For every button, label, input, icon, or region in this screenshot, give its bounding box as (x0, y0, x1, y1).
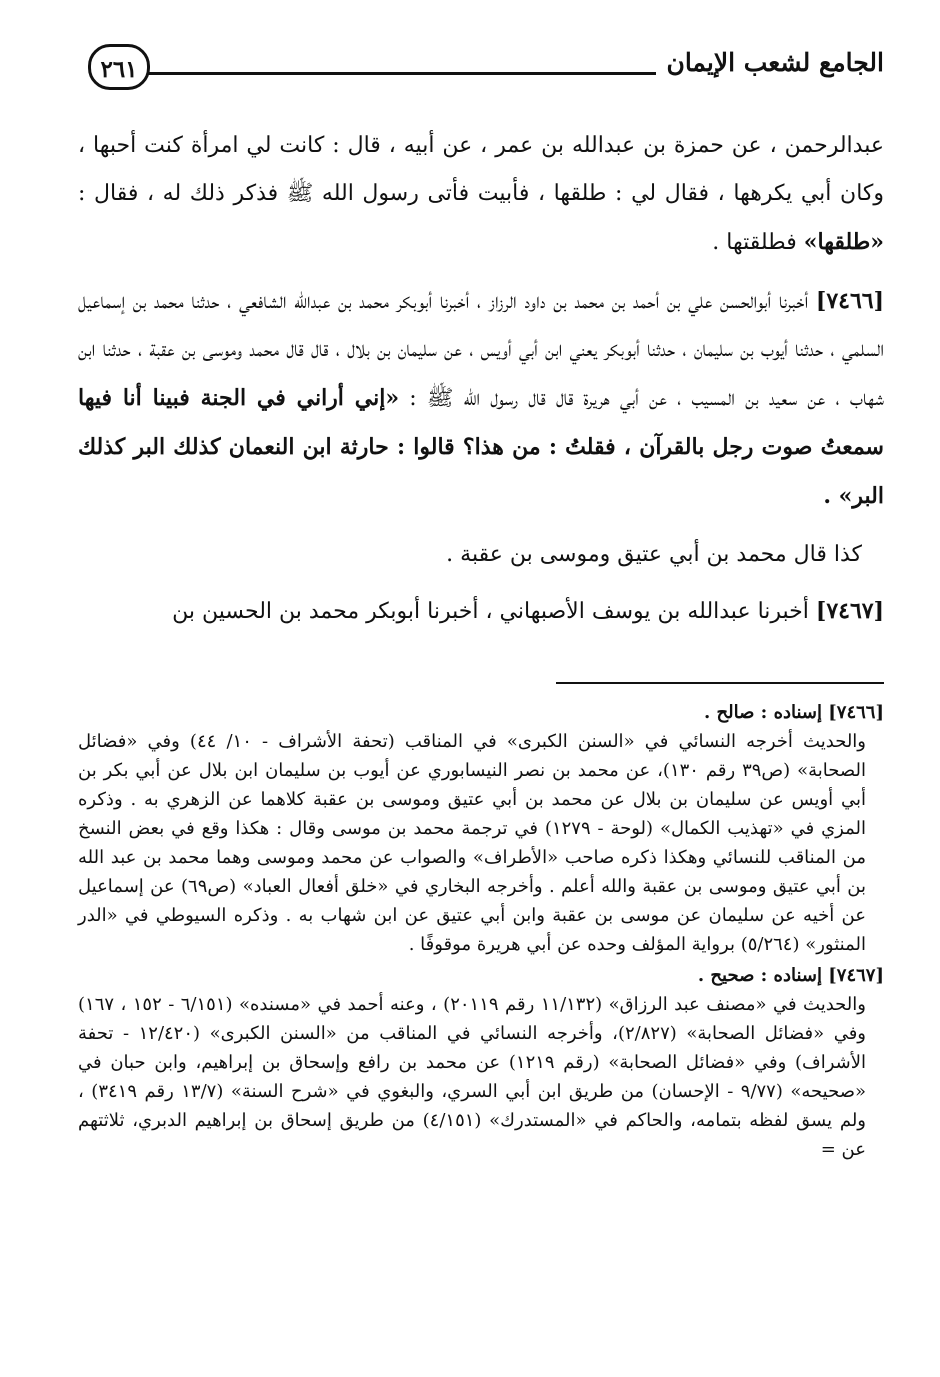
book-title: الجامع لشعب الإيمان (666, 48, 884, 77)
paragraph-continued (78, 122, 884, 267)
hadith-isnad: أخبرنا عبدالله بن يوسف الأصبهاني ، أخبرنا أبوبكر محمد بن الحسين بن (172, 599, 816, 624)
footnote-separator (556, 682, 884, 684)
hadith-7467 (78, 587, 884, 636)
main-text (78, 122, 884, 636)
hadith-number: [٧٤٦٧] (815, 598, 884, 624)
hadith-7466 (78, 277, 884, 521)
header-rule (148, 72, 656, 75)
prophet-quote: «طلقها» (803, 229, 884, 255)
page-number: ٢٦١ (88, 44, 150, 90)
footnote-heading: [٧٤٦٧] إسناده : صحيح . (697, 965, 884, 986)
footnote-heading: [٧٤٦٦] إسناده : صالح . (703, 702, 884, 723)
hadith-note: كذا قال محمد بن أبي عتيق وموسى بن عقبة . (446, 542, 862, 567)
running-header (78, 40, 884, 104)
footnotes (78, 696, 884, 1164)
hadith-matn: «إني أراني في الجنة فبينا أنا فيها سمعتُ صوت رجل بالقرآن ، فقلتُ : من هذا؟ قالوا : حارثة ابن النعمان كذلك البر كذلك البر» . (78, 385, 884, 509)
footnote-body: والحديث في «مصنف عبد الرزاق» (١١/١٣٢ رقم ٢٠١١٩) ، وعنه أحمد في «مسنده» (٦/١٥١ - ١٥٢ ، ١٦٧) وفي «فضائل الصحابة» (٢/٨٢٧)، وأخرجه النسائي في المناقب من «السنن الكبرى» (١٢/٤٢٠ - تحفة الأشراف) وفي «فضائل الصحابة» (رقم ١٢١٩) عن محمد بن رافع وإسحاق بن إبراهيم، وابن حبان في «صحيحه» (٩/٧٧ - الإحسان) من طريق ابن أبي السري، والبغوي في «شرح السنة» (١٣/٧ رقم ٣٤١٩) ، ولم يسق لفظه بتمامه، والحاكم في «المستدرك» (٤/١٥١) من طريق إسحاق بن إبراهيم الدبري، ثلاثتهم عن = (78, 994, 867, 1160)
hadith-number: [٧٤٦٦] (815, 288, 884, 314)
footnote-body: والحديث أخرجه النسائي في «السنن الكبرى» في المناقب (تحفة الأشراف - ١٠/ ٤٤) وفي «فضائل الصحابة» (ص٣٩ رقم ١٣٠)، عن محمد بن نصر النيسابوري عن أيوب بن سليمان ابن بلال عن أبي بكر بن أبي أويس عن سليمان بن بلال عن محمد بن أبي عتيق وموسى بن عقبة كلاهما عن الزهري به . وذكره المزي في «تهذيب الكمال» (لوحة - ١٢٧٩) في ترجمة محمد بن موسى وقال : هكذا وقع في بعض النسخ من المناقب للنسائي وهكذا ذكره صاحب «الأطراف» والصواب عن محمد وموسى وهما محمد بن عبد الله بن أبي عتيق وموسى بن عقبة والله أعلم . وأخرجه البخاري في «خلق أفعال العباد» (ص٦٩) عن إسماعيل عن أخيه عن سليمان عن موسى بن عقبة وابن أبي عتيق عن ابن شهاب به . وذكره السيوطي في «الدر المنثور» (٥/٢٦٤) برواية المؤلف وحده عن أبي هريرة موقوفًا . (78, 731, 867, 955)
paragraph-text: عبدالرحمن ، عن حمزة بن عبدالله بن عمر ، عن أبيه ، قال : كانت لي امرأة كنت أحبها ، وكان أبي يكرهها ، فقال لي : طلقها ، فأبيت فأتى رسول الله ﷺ فذكر ذلك له ، فقال : (78, 133, 884, 206)
paragraph-text-end: فطلقتها . (712, 230, 804, 255)
hadith-isnad: أخبرنا أبوالحسن علي بن أحمد بن محمد بن داود الرزاز ، أخبرنا أبوبكر محمد بن عبدالله الشافعي ، حدثنا محمد بن إسماعيل السلمي ، حدثنا أيوب بن سليمان ، حدثنا أبوبكر يعني ابن أبي أويس ، عن سليمان بن بلال ، قال قال محمد وموسى بن عقبة ، حدثنا ابن شهاب ، عن سعيد بن المسيب ، عن أبي هريرة قال قال رسول الله ﷺ : (78, 289, 885, 411)
